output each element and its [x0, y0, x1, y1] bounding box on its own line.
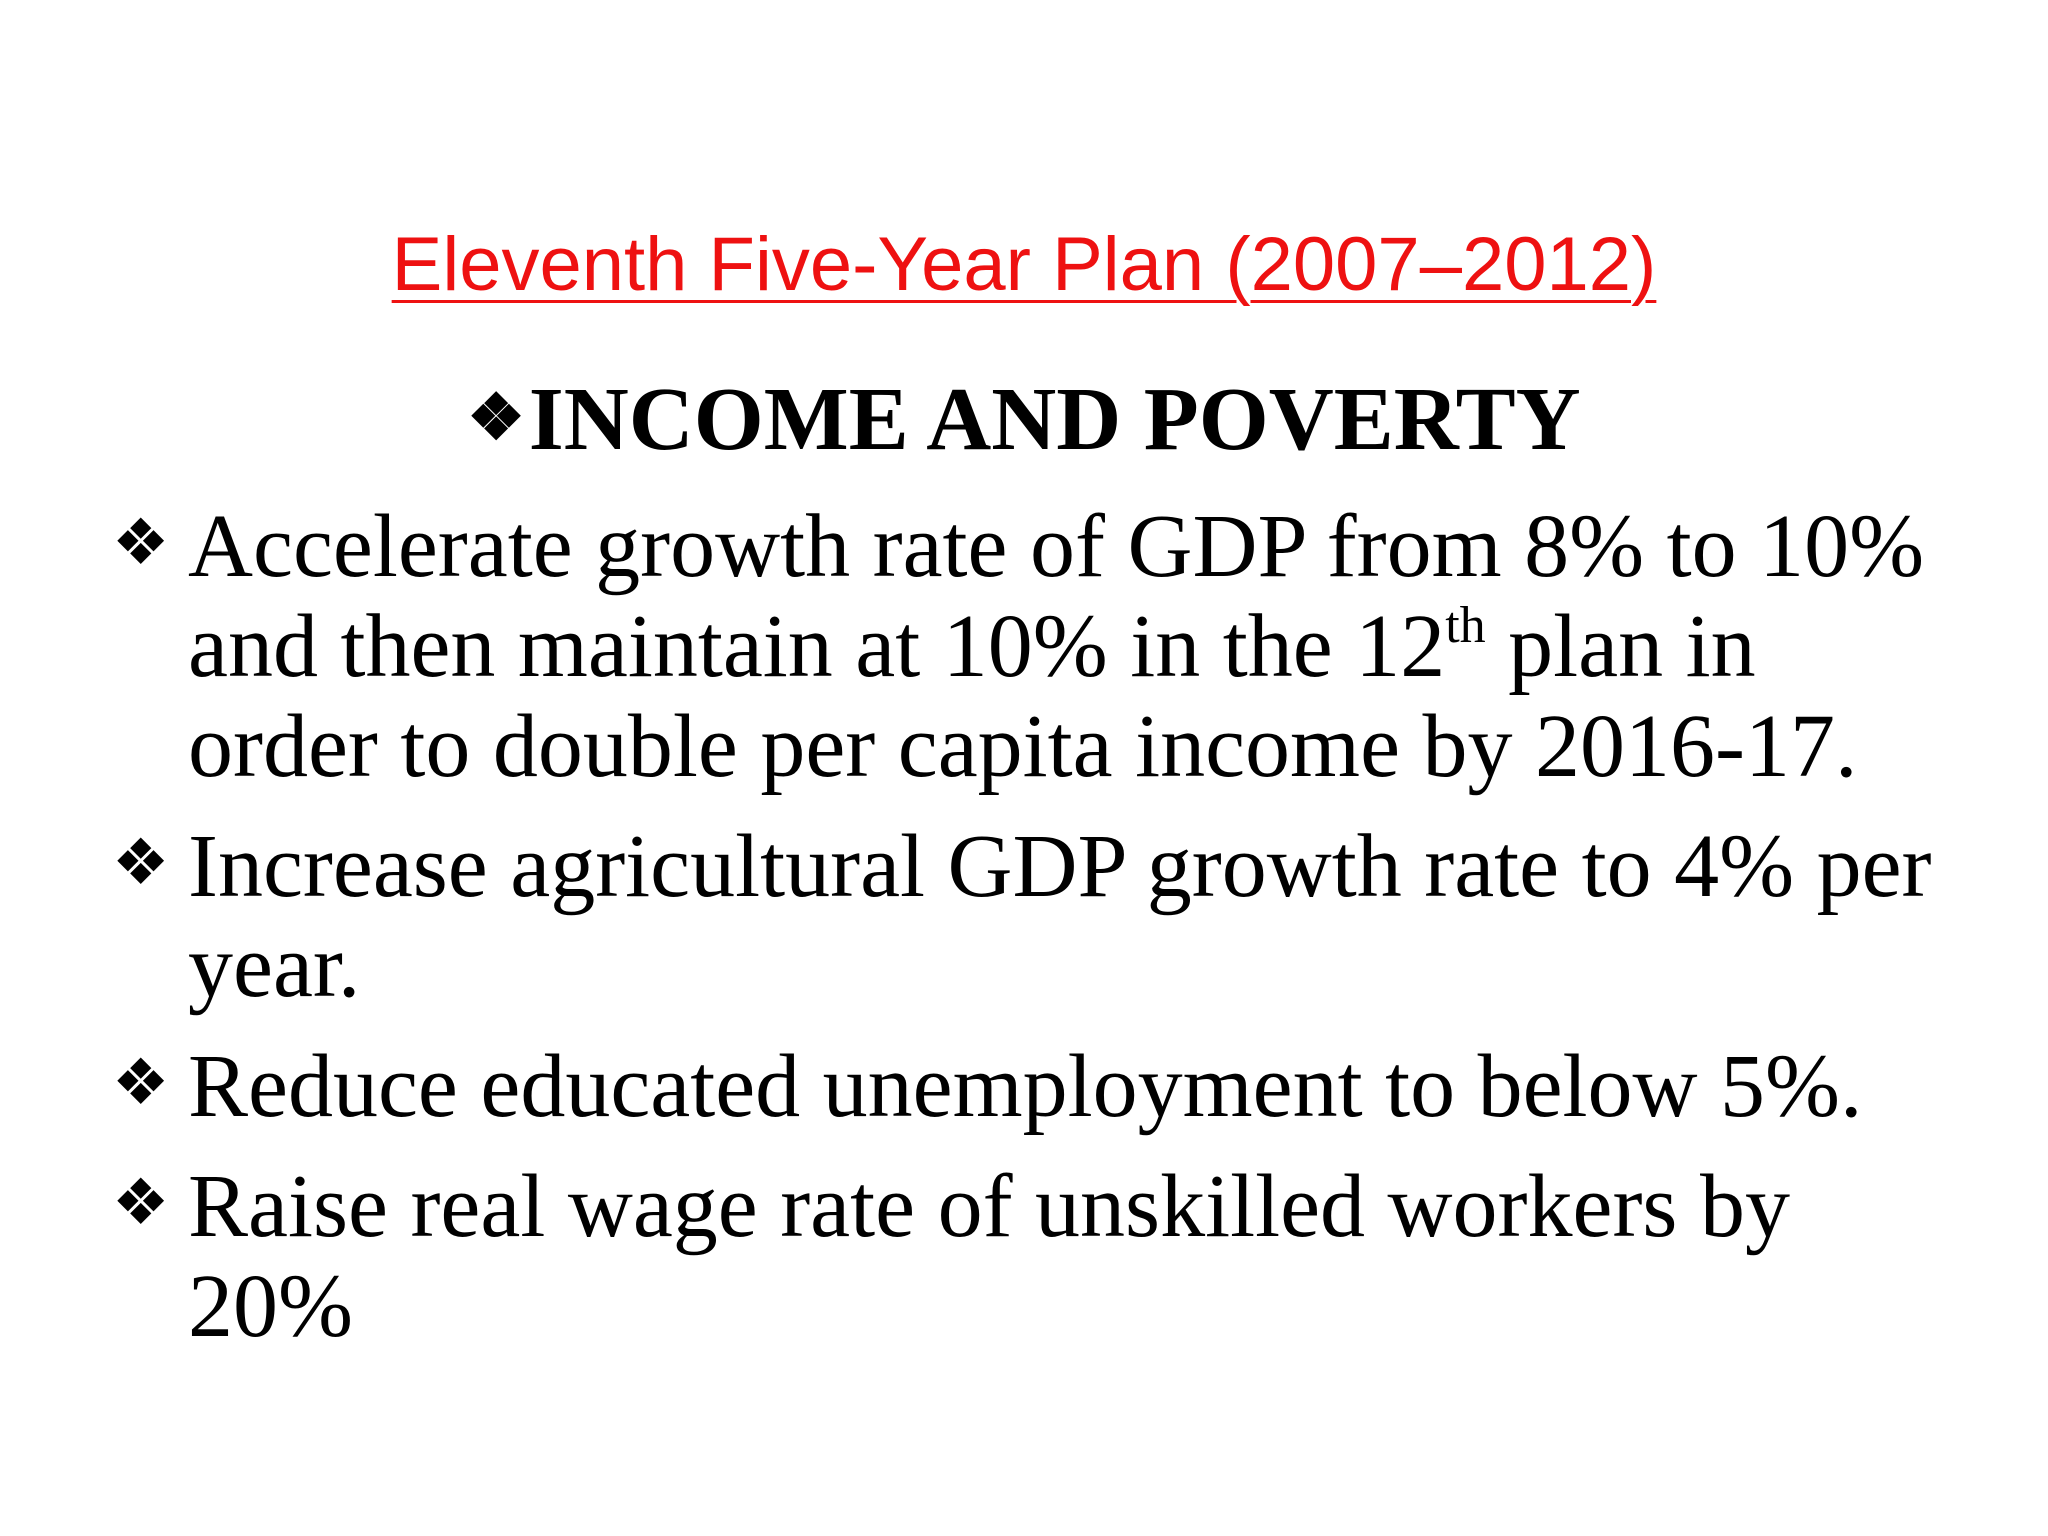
- diamond-bullet-icon: ❖: [112, 507, 170, 578]
- section-heading: [0, 368, 2048, 470]
- slide-title: Eleventh Five-Year Plan (2007–2012): [391, 222, 1657, 307]
- bullet-list: [112, 497, 1962, 1377]
- section-heading-text: INCOME AND POVERTY: [528, 370, 1581, 469]
- bullet-text: Increase agricultural GDP growth rate to 4% per year.: [188, 817, 1932, 1016]
- bullet-item-real-wage: [112, 1157, 1962, 1357]
- diamond-bullet-icon: ❖: [112, 827, 170, 898]
- diamond-bullet-icon: ❖: [112, 1047, 170, 1118]
- diamond-bullet-icon: ❖: [467, 382, 525, 453]
- bullet-text-continued: plan in order to double per capita income by 2016-17.: [188, 597, 1858, 796]
- bullet-text: Raise real wage rate of unskilled workers by 20%: [188, 1157, 1790, 1356]
- bullet-item-gdp-growth: [112, 497, 1962, 797]
- bullet-item-agricultural-growth: [112, 817, 1962, 1017]
- ordinal-superscript: th: [1445, 597, 1486, 654]
- bullet-text: Accelerate growth rate of GDP from 8% to 10% and then maintain at 10% in the 12: [188, 497, 1925, 696]
- bullet-text: Reduce educated unemployment to below 5%.: [188, 1037, 1863, 1136]
- diamond-bullet-icon: ❖: [112, 1167, 170, 1238]
- bullet-item-unemployment: [112, 1037, 1962, 1137]
